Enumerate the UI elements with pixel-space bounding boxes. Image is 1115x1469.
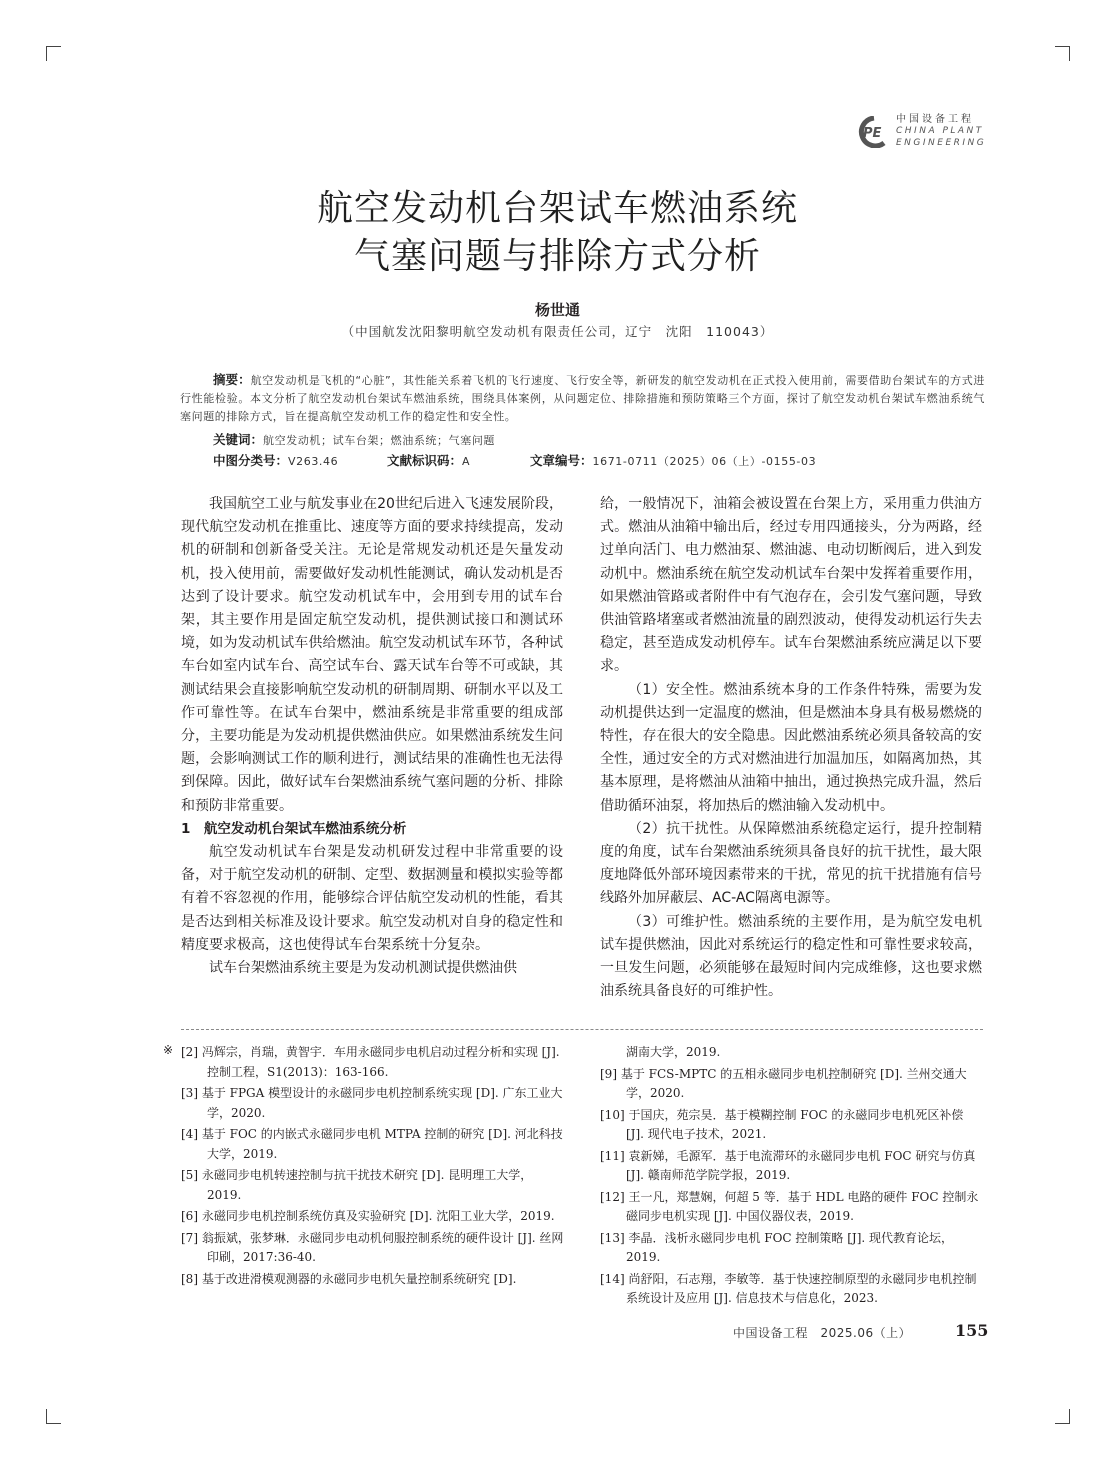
crop-mark-bottom-left: [46, 1409, 61, 1424]
paragraph: 我国航空工业与航发事业在20世纪后进入飞速发展阶段，现代航空发动机在推重比、速度等方面的要求持续提高，发动机的研制和创新备受关注。无论是常规发动机还是矢量发动机，投入使用前，需要做好发动机性能测试，确认发动机是否达到了设计要求。航空发动机试车中，会用到专用的试车台架，其主要作用是固定航空发动机，提供测试接口和测试环境，如为发动机试车供给燃油。航空发动机试车环节，各种试车台如室内试车台、高空试车台、露天试车台等不可或缺，其测试结果会直接影响航空发动机的研制周期、研制水平以及工作可靠性等。在试车台架中，燃油系统是非常重要的组成部分，主要功能是为发动机提供燃油供应。如果燃油系统发生问题，会影响测试工作的顺利进行，测试结果的准确性也无法得到保障。因此，做好试车台架燃油系统气塞问题的分析、排除和预防非常重要。: [181, 496, 563, 814]
reference-item: [7] 翁振斌，张梦琳．永磁同步电动机伺服控制系统的硬件设计 [J]. 丝网印刷，2017:36-40.: [181, 1230, 564, 1264]
paper-title-line-1: 航空发动机台架试车燃油系统: [316, 188, 798, 229]
paragraph: 航空发动机试车台架是发动机研发过程中非常重要的设备，对于航空发动机的研制、定型、数据测量和模拟实验等都有着不容忽视的作用，能够综合评估航空发动机的性能，看其是否达到相关标准及设计要求。航空发动机对自身的稳定性和精度要求极高，这也使得试车台架系统十分复杂。: [181, 844, 563, 953]
affiliation: （中国航发沈阳黎明航空发动机有限责任公司，辽宁 沈阳 110043）: [341, 324, 774, 339]
reference-item: [9] 基于 FCS-MPTC 的五相永磁同步电机控制研究 [D]. 兰州交通大学，2020.: [600, 1066, 967, 1100]
reference-continuation: 湖南大学，2019.: [626, 1045, 721, 1059]
paragraph: 给，一般情况下，油箱会被设置在台架上方，采用重力供油方式。燃油从油箱中输出后，经过专用四通接头，分为两路，经过单向活门、电力燃油泵、燃油滤、电动切断阀后，进入到发动机中。燃油系统在航空发动机试车台架中发挥着重要作用，如果燃油管路或者附件中有气泡存在，会引发气塞问题，导致供油管路堵塞或者燃油流量的剧烈波动，使得发动机运行失去稳定，甚至造成发动机停车。试车台架燃油系统应满足以下要求。: [600, 496, 982, 675]
journal-name-en-2: ENGINEERING: [896, 138, 987, 148]
author: 杨世通: [534, 301, 580, 319]
crop-mark-bottom-right: [1055, 1409, 1070, 1424]
reference-item: [12] 王一凡，郑慧娴，何超 5 等．基于 HDL 电路的硬件 FOC 控制永磁同步电机实现 [J]. 中国仪器仪表，2019.: [600, 1189, 979, 1223]
body-left-column: [181, 493, 563, 980]
document-code: 文献标识码：A: [387, 453, 471, 468]
reference-item: [13] 李晶．浅析永磁同步电机 FOC 控制策略 [J]. 现代教育论坛，2019.: [600, 1230, 954, 1264]
reference-item: [4] 基于 FOC 的内嵌式永磁同步电机 MTPA 控制的研究 [D]. 河北科技大学，2019.: [181, 1127, 563, 1161]
abstract-label: 摘要：: [213, 372, 251, 387]
paragraph: （1）安全性。燃油系统本身的工作条件特殊，需要为发动机提供达到一定温度的燃油，但是燃油本身具有极易燃烧的特性，存在很大的安全隐患。因此燃油系统必须具备较高的安全性，通过安全的方式对燃油进行加温加压，如隔离加热，其基本原理，是将燃油从油箱中抽出，通过换热完成升温，然后借助循环油泵，将加热后的燃油输入发动机中。: [600, 681, 982, 814]
references-right: [600, 1043, 985, 1311]
paragraph: （3）可维护性。燃油系统的主要作用，是为航空发电机试车提供燃油，因此对系统运行的稳定性和可靠性要求较高，一旦发生问题，必须能够在最短时间内完成维修，这也要求燃油系统具备良好的可维护性。: [600, 913, 982, 1000]
reference-item: [14] 尚舒阳，石志翔，李敏等．基于快速控制原型的永磁同步电机控制系统设计及应用 [J]. 信息技术与信息化，2023.: [600, 1271, 977, 1305]
journal-logo-icon: [854, 116, 892, 148]
reference-item: [2] 冯辉宗，肖瑞，黄智宇．车用永磁同步电机启动过程分析和实现 [J]. 控制工程，S1(2013)：163-166.: [181, 1045, 560, 1079]
section-heading: 1 航空发动机台架试车燃油系统分析: [181, 820, 407, 837]
body-right-column: [600, 493, 982, 1003]
paragraph: 试车台架燃油系统主要是为发动机测试提供燃油供: [209, 960, 517, 977]
paper-title-line-2: 气塞问题与排除方式分析: [353, 236, 761, 277]
clc-number: 中图分类号：V263.46: [213, 453, 339, 468]
abstract-text: 航空发动机是飞机的“心脏”，其性能关系着飞机的飞行速度、飞行安全等，新研发的航空发动机在正式投入使用前，需要借助台架试车的方式进行性能检验。本文分析了航空发动机台架试车燃油系统，围绕具体案例，从问题定位、排除措施和预防策略三个方面，探讨了航空发动机台架试车燃油系统气塞问题的排除方式，旨在提高航空发动机工作的稳定性和安全性。: [180, 374, 985, 423]
references-left: [181, 1043, 566, 1291]
paragraph: （2）抗干扰性。从保障燃油系统稳定运行，提升控制精度的角度，试车台架燃油系统须具备良好的抗干扰性，最大限度地降低外部环境因素带来的干扰，常见的抗干扰措施有信号线路外加屏蔽层、AC-AC隔离电源等。: [600, 820, 982, 907]
keywords: [213, 430, 495, 448]
reference-item: [8] 基于改进滑模观测器的永磁同步电机矢量控制系统研究 [D].: [181, 1271, 517, 1286]
keywords-text: 航空发动机；试车台架；燃油系统；气塞问题: [263, 434, 496, 447]
abstract: [180, 371, 985, 426]
page-number: 155: [955, 1321, 989, 1340]
reference-item: [5] 永磁同步电机转速控制与抗干扰技术研究 [D]. 昆明理工大学，2019.: [181, 1168, 533, 1202]
journal-name-cn: 中国设备工程: [896, 114, 974, 125]
reference-marker: ※: [163, 1043, 174, 1057]
footer-journal-issue: 中国设备工程 2025.06（上）: [733, 1326, 912, 1340]
journal-name-en-1: CHINA PLANT: [896, 126, 984, 136]
svg-text:PE: PE: [863, 126, 882, 141]
journal-logo: [854, 110, 994, 154]
reference-item: [10] 于国庆，苑宗昊．基于模糊控制 FOC 的永磁同步电机死区补偿 [J]. 现代电子技术，2021.: [600, 1107, 964, 1141]
reference-item: [3] 基于 FPGA 模型设计的永磁同步电机控制系统实现 [D]. 广东工业大学，2020.: [181, 1086, 563, 1120]
crop-mark-top-right: [1055, 46, 1070, 61]
reference-divider: [181, 1029, 983, 1030]
crop-mark-top-left: [46, 46, 61, 61]
reference-item: [6] 永磁同步电机控制系统仿真及实验研究 [D]. 沈阳工业大学，2019.: [181, 1209, 555, 1223]
keywords-label: 关键词：: [213, 432, 264, 447]
reference-item: [11] 袁新娣，毛源军．基于电流滞环的永磁同步电机 FOC 研究与仿真 [J]. 赣南师范学院学报，2019.: [600, 1148, 976, 1182]
article-number: 文章编号：1671-0711（2025）06（上）-0155-03: [530, 453, 817, 468]
